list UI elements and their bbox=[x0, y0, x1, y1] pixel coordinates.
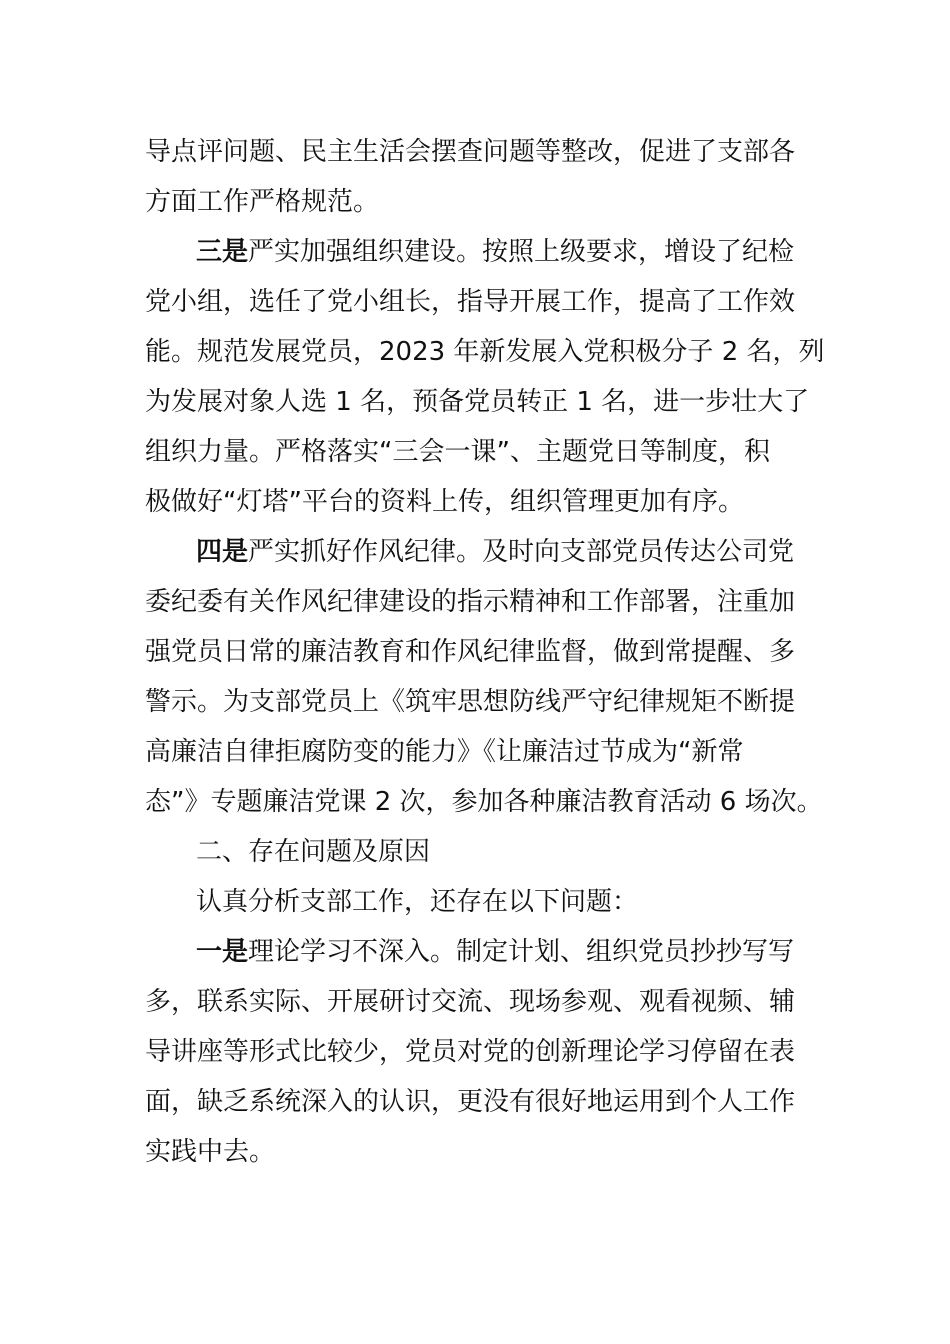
lead-label: 一是 bbox=[196, 937, 249, 967]
lead-label: 三是 bbox=[196, 237, 249, 267]
paragraph-line: 高廉洁自律拒腐防变的能力》《让廉洁过节成为“新常 bbox=[145, 737, 744, 767]
paragraph-line: 组织力量。严格落实“三会一课”、主题党日等制度，积 bbox=[145, 437, 770, 467]
paragraph-line: 认真分析支部工作，还存在以下问题： bbox=[196, 887, 639, 917]
paragraph-line: 四是严实抓好作风纪律。及时向支部党员传达公司党 bbox=[196, 537, 795, 567]
paragraph-line: 警示。为支部党员上《筑牢思想防线严守纪律规矩不断提 bbox=[145, 687, 796, 717]
paragraph-line: 极做好“灯塔”平台的资料上传，组织管理更加有序。 bbox=[145, 487, 744, 517]
paragraph-line: 强党员日常的廉洁教育和作风纪律监督，做到常提醒、多 bbox=[145, 637, 796, 667]
paragraph-line: 三是严实加强组织建设。按照上级要求，增设了纪检 bbox=[196, 237, 795, 267]
paragraph-line: 导讲座等形式比较少，党员对党的创新理论学习停留在表 bbox=[145, 1037, 796, 1067]
paragraph-line: 委纪委有关作风纪律建设的指示精神和工作部署，注重加 bbox=[145, 587, 796, 617]
paragraph-line: 能。规范发展党员，2023 年新发展入党积极分子 2 名，列 bbox=[145, 337, 825, 367]
paragraph-line: 一是理论学习不深入。制定计划、组织党员抄抄写写 bbox=[196, 937, 795, 967]
paragraph-line: 为发展对象人选 1 名，预备党员转正 1 名，进一步壮大了 bbox=[145, 387, 810, 417]
paragraph-line: 面，缺乏系统深入的认识，更没有很好地运用到个人工作 bbox=[145, 1087, 796, 1117]
lead-label: 四是 bbox=[196, 537, 249, 567]
paragraph-line: 导点评问题、民主生活会摆查问题等整改，促进了支部各 bbox=[145, 137, 796, 167]
paragraph-line: 方面工作严格规范。 bbox=[145, 187, 380, 217]
paragraph-line: 态”》专题廉洁党课 2 次，参加各种廉洁教育活动 6 场次。 bbox=[145, 787, 823, 817]
paragraph-line: 党小组，选任了党小组长，指导开展工作，提高了工作效 bbox=[145, 287, 796, 317]
section-heading: 二、存在问题及原因 bbox=[196, 837, 431, 867]
paragraph-line: 多，联系实际、开展研讨交流、现场参观、观看视频、辅 bbox=[145, 987, 796, 1017]
paragraph-line: 实践中去。 bbox=[145, 1137, 276, 1167]
